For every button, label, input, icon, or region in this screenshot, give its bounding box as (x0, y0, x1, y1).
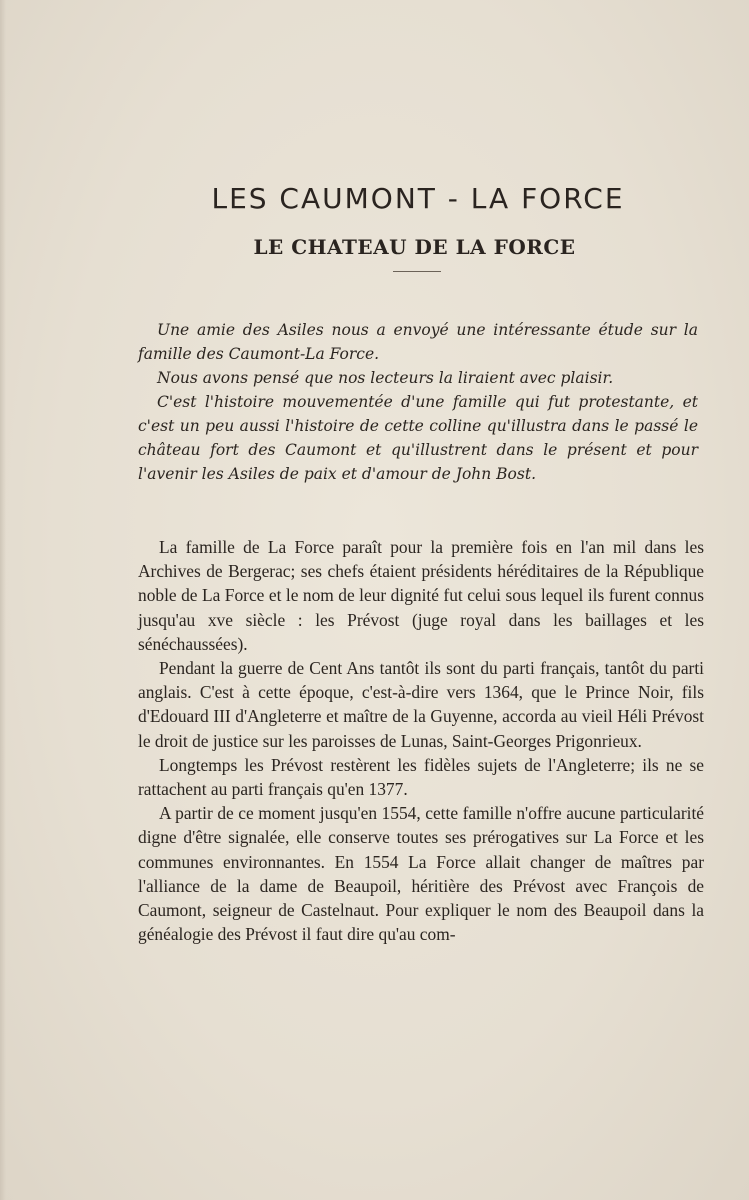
title-divider (393, 271, 441, 272)
intro-paragraph: C'est l'histoire mouvementée d'une famille qui fut protestante, et c'est un peu aussi l'histoire de cette colline qu'illustra dans le passé le château fort des Caumont et qu'illustrent dans le présent et pour l'avenir les Asiles de paix et d'amour de John Bost. (138, 393, 698, 483)
body-paragraph: A partir de ce moment jusqu'en 1554, cette famille n'offre aucune particularité digne d'être signalée, elle conserve toutes ses prérogatives sur La Force et les communes environnantes. En 1554 La Force allait changer de maîtres par l'alliance de la dame de Beaupoil, héritière des Prévost avec François de Caumont, seigneur de Castelnaut. Pour expliquer le nom des Beaupoil dans la généalogie des Prévost il faut dire qu'au com- (138, 803, 704, 945)
page-title: LES CAUMONT - LA FORCE (211, 181, 625, 215)
intro-paragraph: Nous avons pensé que nos lecteurs la liraient avec plaisir. (157, 369, 614, 387)
body-paragraph: Pendant la guerre de Cent Ans tantôt ils sont du parti français, tantôt du parti anglais. C'est à cette époque, c'est-à-dire vers 1364, que le Prince Noir, fils d'Edouard III d'Angleterre et maître de la Guyenne, accorda au vieil Héli Prévost le droit de justice sur les paroisses de Lunas, Saint-Georges Prigonrieux. (138, 658, 704, 751)
intro-section (138, 318, 698, 486)
page-subtitle: LE CHATEAU DE LA FORCE (253, 234, 576, 259)
body-paragraph: La famille de La Force paraît pour la première fois en l'an mil dans les Archives de Bergerac; ses chefs étaient présidents héréditaires de la République noble de La Force et le nom de leur dignité fut celui sous lequel ils furent connus jusqu'au xve siècle : les Prévost (juge royal dans les baillages et les sénéchaussées). (138, 537, 704, 654)
body-paragraph: Longtemps les Prévost restèrent les fidèles sujets de l'Angleterre; ils ne se rattachent au parti français qu'en 1377. (138, 754, 704, 800)
page-edge-shadow (0, 0, 6, 1200)
body-section (138, 535, 704, 946)
intro-paragraph: Une amie des Asiles nous a envoyé une intéressante étude sur la famille des Caumont-La Force. (138, 321, 698, 363)
